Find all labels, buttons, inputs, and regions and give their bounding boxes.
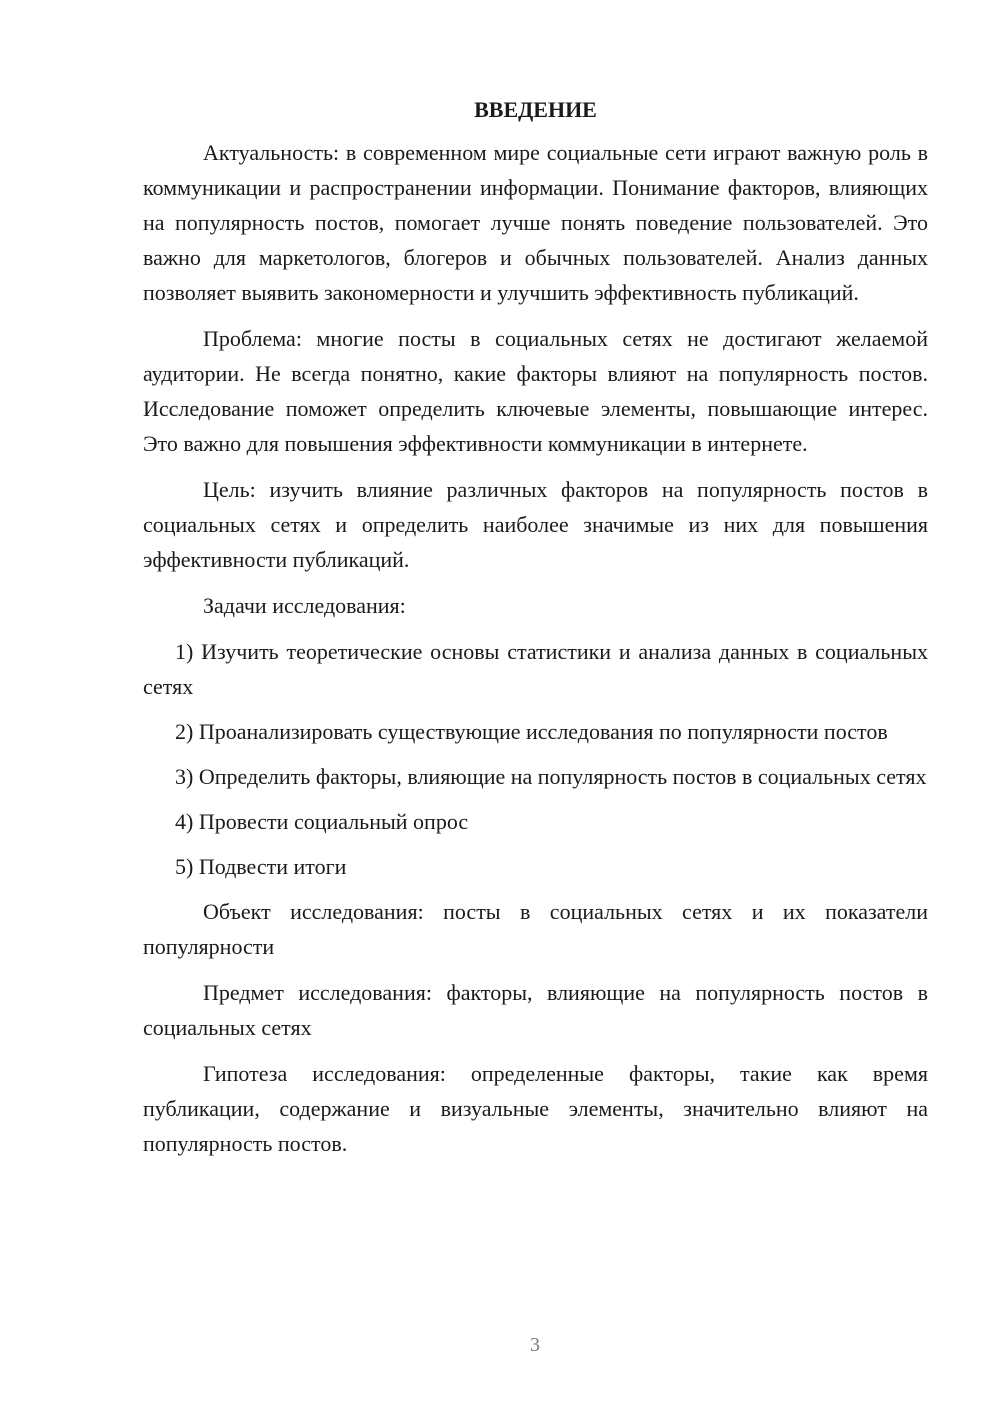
paragraph-tasks-heading: Задачи исследования: (203, 593, 406, 618)
paragraph-problem: Проблема: многие посты в социальных сетях не достигают желаемой аудитории. Не всегда понятно, какие факторы влияют на популярность постов. Исследование поможет определить ключевые элементы, повышающие интерес. Это важно для повышения эффективности коммуникации в интернете. (143, 326, 928, 456)
paragraph-hypothesis: Гипотеза исследования: определенные факторы, такие как время публикации, содержание и визуальные элементы, значительно влияют на популярность постов. (143, 1061, 928, 1156)
paragraph-goal: Цель: изучить влияние различных факторов на популярность постов в социальных сетях и определить наиболее значимые из них для повышения эффективности публикаций. (143, 477, 928, 572)
document-page (143, 96, 928, 1172)
page-title: ВВЕДЕНИЕ (474, 97, 597, 122)
task-item-2: 2) Проанализировать существующие исследования по популярности постов (175, 719, 888, 744)
task-item-3: 3) Определить факторы, влияющие на популярность постов в социальных сетях (175, 764, 927, 789)
page-number: 3 (530, 1334, 540, 1356)
task-item-4: 4) Провести социальный опрос (175, 809, 469, 834)
task-item-5: 5) Подвести итоги (175, 854, 347, 879)
paragraph-relevance: Актуальность: в современном мире социальные сети играют важную роль в коммуникации и распространении информации. Понимание факторов, влияющих на популярность постов, помогает лучше понять поведение пользователей. Это важно для маркетологов, блогеров и обычных пользователей. Анализ данных позволяет выявить закономерности и улучшить эффективность публикаций. (143, 140, 928, 305)
task-item-1: 1) Изучить теоретические основы статистики и анализа данных в социальных сетях (143, 639, 928, 699)
paragraph-object: Объект исследования: посты в социальных сетях и их показатели популярности (143, 899, 928, 959)
paragraph-subject: Предмет исследования: факторы, влияющие на популярность постов в социальных сетях (143, 980, 928, 1040)
